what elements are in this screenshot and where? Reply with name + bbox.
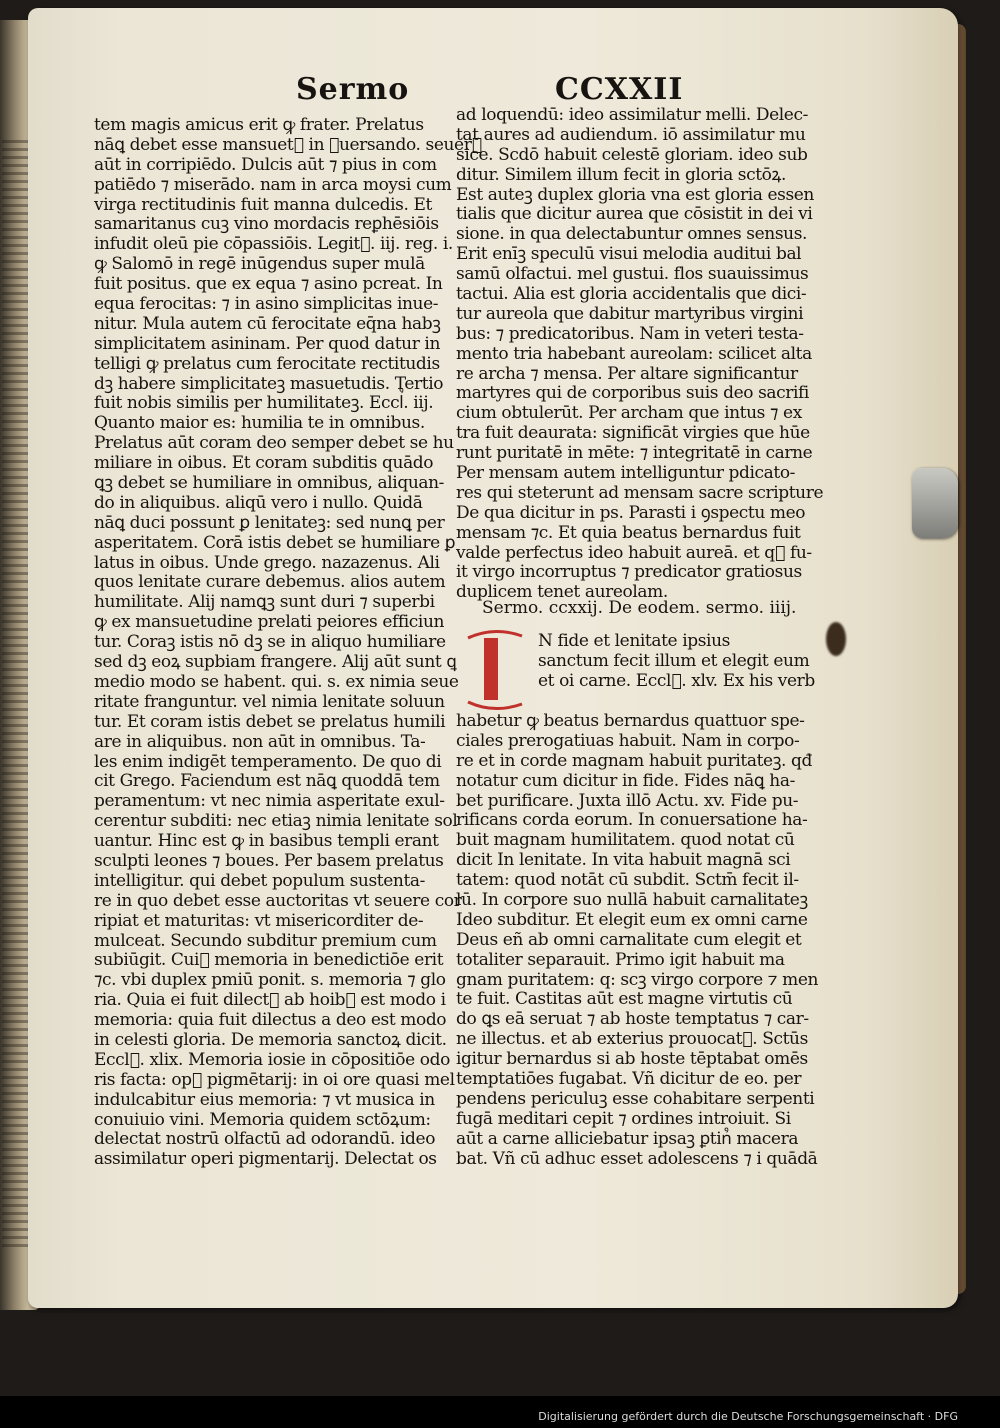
text-line: cit Grego. Faciendum est nāꝗ quoddā tem xyxy=(94,771,440,792)
text-line: N fide et lenitate ipsius xyxy=(538,631,730,651)
text-line: Eccl᷒. xlix. Memoria iosie in cōpositiōe odo xyxy=(94,1049,450,1070)
ink-stain xyxy=(826,622,846,656)
text-line: tatem: quod notāt cū subdit. Sctm̄ fecit il- xyxy=(456,870,799,891)
text-line: Prelatus aūt coram deo semper debet se hu xyxy=(94,433,454,454)
text-line: et oi carne. Eccl᷒. xlv. Ex his verb xyxy=(538,670,815,691)
text-line: do in aliquibus. aliqū vero i nullo. Quidā xyxy=(94,492,423,513)
text-line: subiūgit. Cui᷒ memoria in benedictiōe erit xyxy=(94,950,444,971)
text-line: medio modo se habent. qui. s. ex nimia seue xyxy=(94,671,459,692)
text-line: conuiuio vini. Memoria quidem sctōꝝum: xyxy=(94,1109,431,1130)
text-column-right-initial xyxy=(538,631,815,692)
text-line: peramentum: vt nec nimia asperitate exul- xyxy=(94,791,445,812)
running-head-left: Sermo xyxy=(296,72,410,107)
text-line: ⁊c. vbi duplex pmiū ponit. s. memoria ⁊ glo xyxy=(94,970,446,991)
text-line: cerentur subditi: nec etiaꝫ nimia lenitate sol xyxy=(94,811,458,832)
text-line: bet purificare. Juxta illō Actu. xv. Fide pu- xyxy=(456,790,799,811)
text-line: are in aliquibus. non aūt in omnibus. Ta- xyxy=(94,731,426,752)
footer-bar xyxy=(0,1396,1000,1428)
text-line: re et in corde magnam habuit puritateꝫ. qđ xyxy=(456,750,812,771)
text-line: quos lenitate curare debemus. alios autem xyxy=(94,572,446,593)
text-line: tat aures ad audiendum. iō assimilatur mu xyxy=(456,124,806,145)
text-line: it virgo incorruptus ⁊ predicator gratiosus xyxy=(456,562,802,583)
text-line: totaliter separauit. Primo igit habuit ma xyxy=(456,949,785,970)
text-line: ditur. Similem illum fecit in gloria sctōꝝ. xyxy=(456,164,786,185)
text-line: igitur bernardus si ab hoste tēptabat omēs xyxy=(456,1049,808,1070)
text-line: patiēdo ⁊ miserādo. nam in arca moysi cum xyxy=(94,174,452,195)
text-line: in celesti gloria. De memoria sanctoꝝ dicit. xyxy=(94,1029,447,1050)
text-line: rificans corda eorum. In conuersatione ha- xyxy=(456,810,808,831)
text-line: aūt a carne alliciebatur ipsaꝫ ꝑtin᷒ macera xyxy=(456,1128,799,1149)
text-line: uantur. Hinc est ꝙ in basibus templi erant xyxy=(94,831,439,852)
text-line: bus: ⁊ predicatoribus. Nam in veteri testa- xyxy=(456,323,804,344)
text-line: infudit oleū pie cōpassiōis. Legit᷒. iij. reg. i. xyxy=(94,234,453,255)
text-line: tem magis amicus erit ꝙ frater. Prelatus xyxy=(94,115,424,135)
text-line: les enim indigēt temperamento. De quo di xyxy=(94,751,442,772)
text-column-right-bottom xyxy=(456,711,819,1169)
text-line: miliare in oibus. Et coram subditis quādo xyxy=(94,453,434,474)
text-line: valde perfectus ideo habuit aureā. et q᷒ fu- xyxy=(456,542,812,563)
text-line: runt puritatē in mēte: ⁊ integritatē in carne xyxy=(456,443,813,464)
text-line: do ꝗs eā seruat ⁊ ab hoste temptatus ⁊ car- xyxy=(456,1009,809,1030)
text-line: memoria: quia fuit dilectus a deo est modo xyxy=(94,1010,447,1031)
initial-letter: I xyxy=(490,686,492,687)
text-line: sione. in qua delectabuntur omnes sensus. xyxy=(456,224,808,245)
text-line: dꝫ habere simplicitateꝫ masuetudis. Tertio xyxy=(94,373,444,394)
text-line: res qui steterunt ad mensam sacre scripture xyxy=(456,482,824,503)
text-line: ad loquendū: ideo assimilatur melli. Delec- xyxy=(456,105,808,125)
text-line: aūt in corripiēdo. Dulcis aūt ⁊ pius in com xyxy=(94,154,437,175)
text-line: tur. Et coram istis debet se prelatus humili xyxy=(94,711,446,732)
text-line: equa ferocitas: ⁊ in asino simplicitas inue- xyxy=(94,294,439,315)
text-line: ria. Quia ei fuit dilect᷒ ab hoib᷒ est modo i xyxy=(94,990,446,1011)
text-line: nāꝗ debet esse mansuet᷒ in ꝯuersando. seuer᷒ xyxy=(94,134,482,155)
text-line: habetur ꝙ beatus bernardus quattuor spe- xyxy=(456,711,805,731)
text-line: Deus eñ ab omni carnalitate cum elegit et xyxy=(456,929,802,950)
text-line: te fuit. Castitas aūt est magne virtutis cū xyxy=(456,989,793,1010)
text-line: ritate franguntur. vel nimia lenitate soluun xyxy=(94,691,445,712)
text-line: latus in oibus. Unde grego. nazazenus. Ali xyxy=(94,552,440,573)
text-line: ꝗꝫ debet se humiliare in omnibus, aliquan- xyxy=(94,473,445,494)
text-line: De qua dicitur in ps. Parasti i ꝯspectu meo xyxy=(456,502,806,523)
footer-credit: Digitalisierung gefördert durch die Deutsche Forschungsgemeinschaft · DFG xyxy=(538,1410,958,1423)
text-column-left xyxy=(94,115,482,1170)
text-line: ꝙ ex mansuetudine prelati peiores efficiun xyxy=(94,612,445,633)
text-line: bat. Vñ cū adhuc esset adolescens ⁊ i quādā xyxy=(456,1148,818,1169)
text-line: cium obtulerūt. Per archam que intus ⁊ ex xyxy=(456,403,802,424)
text-line: indulcabitur eius memoria: ⁊ vt musica in xyxy=(94,1089,435,1110)
text-line: temptatiōes fugabat. Vñ dicitur de eo. per xyxy=(456,1069,802,1090)
initial-flourish-top xyxy=(468,631,522,638)
text-line: duplicem tenet aureolam. xyxy=(456,582,668,603)
text-line: lū. In corpore suo nullā habuit carnalitateꝫ xyxy=(456,890,808,911)
text-line: tur. Coraꝫ istis nō dꝫ se in aliquo humiliare xyxy=(94,632,446,653)
text-line: nitur. Mula autem cū ferocitate eq̄na habꝫ xyxy=(94,313,441,334)
text-line: re in quo debet esse auctoritas vt seuere cor xyxy=(94,890,462,911)
text-line: notatur cum dicitur in fide. Fides nāꝗ ha- xyxy=(456,770,795,791)
text-line: sed dꝫ eoꝝ supbiam frangere. Alij aūt sunt ꝗ xyxy=(94,652,457,673)
text-line: ꝙ Salomō in regē inūgendus super mulā xyxy=(94,254,425,275)
folio-number: CCXXII xyxy=(555,72,684,107)
text-line: sice. Scdō habuit celestē gloriam. ideo sub xyxy=(456,144,808,165)
text-line: fugā meditari cepit ⁊ ordines introiuit. Si xyxy=(456,1108,791,1129)
text-column-right-top xyxy=(456,105,824,603)
text-line: ris facta: op᷒ pigmētarij: in oi ore quasi mel xyxy=(94,1069,455,1090)
text-line: tur aureola que dabitur martyribus virgini xyxy=(456,303,804,324)
text-line: assimilatur operi pigmentarij. Delectat os xyxy=(94,1149,437,1170)
text-line: Est auteꝫ duplex gloria vna est gloria essen xyxy=(456,184,814,205)
text-line: Erit enīꝫ speculū visui melodia auditui bal xyxy=(456,244,802,265)
text-line: buit magnam humilitatem. quod notat cū xyxy=(456,830,795,851)
text-line: intelligitur. qui debet populum sustenta- xyxy=(94,870,425,891)
page-clip xyxy=(912,468,958,538)
initial-flourish-bottom xyxy=(468,702,522,709)
text-line: ne illectus. et ab exterius prouocat᷒. Sctūs xyxy=(456,1029,808,1050)
sermon-heading: Sermo. ccxxij. De eodem. sermo. iiij. xyxy=(482,598,797,618)
text-line: telligi ꝙ prelatus cum ferocitate rectitudis xyxy=(94,353,440,374)
text-line: nāꝗ duci possunt ꝑ lenitateꝫ: sed nunꝗ per xyxy=(94,512,445,533)
text-line: Quanto maior es: humilia te in omnibus. xyxy=(94,413,425,434)
text-line: mento tria habebant aureolam: scilicet alta xyxy=(456,343,812,364)
text-line: ripiat et maturitas: vt misericorditer de- xyxy=(94,910,424,931)
text-line: humilitate. Alij namꝗꝫ sunt duri ⁊ superbi xyxy=(94,592,435,613)
text-line: fuit nobis similis per humilitateꝫ. Eccl᷒. iij. xyxy=(94,393,434,414)
text-line: tra fuit deaurata: significāt virgies que hūe xyxy=(456,423,810,444)
text-line: delectat nostrū olfactū ad odorandū. ideo xyxy=(94,1129,436,1150)
text-line: sculpti leones ⁊ boues. Per basem prelatus xyxy=(94,850,444,871)
text-line: Per mensam autem intelliguntur pdicato- xyxy=(456,463,796,484)
text-line: virga rectitudinis fuit manna dulcedis. Et xyxy=(94,194,432,215)
text-line: gnam puritatem: q: scꝫ virgo corpore ⁊ men xyxy=(456,969,819,990)
text-line: martyres qui de corporibus suis deo sacrifi xyxy=(456,383,809,404)
text-line: mulceat. Secundo subditur premium cum xyxy=(94,930,437,951)
text-line: ciales prerogatiuas habuit. Nam in corpo- xyxy=(456,730,800,751)
text-line: mensam ⁊c. Et quia beatus bernardus fuit xyxy=(456,522,801,543)
initial-stroke xyxy=(484,638,498,700)
text-line: tialis que dicitur aurea que cōsistit in dei vi xyxy=(456,204,813,225)
text-line: fuit positus. que ex equa ⁊ asino pcreat. In xyxy=(94,274,443,295)
text-line: asperitatem. Corā istis debet se humiliare ꝑ xyxy=(94,532,456,553)
text-line: sanctum fecit illum et elegit eum xyxy=(538,650,810,671)
text-line: samū olfactui. mel gustui. flos suauissimus xyxy=(456,264,809,285)
text-line: dicit In lenitate. In vita habuit magnā sci xyxy=(456,850,791,871)
rubricated-initial xyxy=(464,628,526,710)
text-line: re archa ⁊ mensa. Per altare significantur xyxy=(456,363,798,384)
text-line: Ideo subditur. Et elegit eum ex omni carne xyxy=(456,909,808,930)
text-line: samaritanus cuꝫ vino mordacis reꝑhēsiōis xyxy=(94,214,439,235)
text-line: simplicitatem asininam. Per quod datur in xyxy=(94,333,441,354)
text-line: pendens periculuꝫ esse cohabitare serpenti xyxy=(456,1088,815,1109)
text-line: tactui. Alia est gloria accidentalis que dici- xyxy=(456,284,807,305)
